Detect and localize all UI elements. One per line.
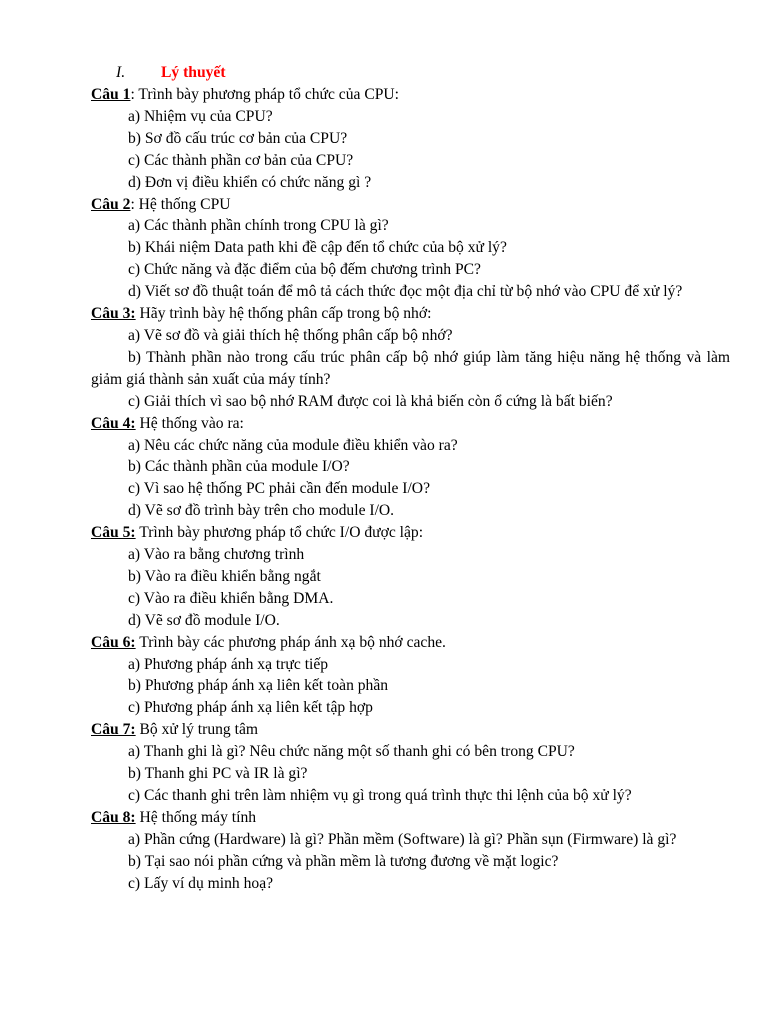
question-item: d) Vẽ sơ đồ module I/O. (128, 611, 280, 629)
question-heading (91, 413, 730, 435)
question-item: c) Các thanh ghi trên làm nhiệm vụ gì trong quá trình thực thi lệnh của bộ xử lý? (128, 787, 632, 804)
question-item: b) Khái niệm Data path khi đề cập đến tổ chức của bộ xử lý? (128, 239, 507, 257)
question-text: Trình bày phương pháp tổ chức I/O được lập: (139, 524, 424, 542)
question-text: Bộ xử lý trung tâm (139, 721, 258, 739)
question-text: Trình bày các phương pháp ánh xạ bộ nhớ cache. (139, 633, 446, 651)
question-heading (91, 303, 730, 325)
question-label: Câu 4: (91, 414, 136, 432)
question-item: c) Phương pháp ánh xạ liên kết tập hợp (128, 699, 373, 717)
question-label: Câu 1 (91, 86, 131, 103)
question-text: Hãy trình bày hệ thống phân cấp trong bộ nhớ: (139, 305, 432, 323)
question-item: a) Phần cứng (Hardware) là gì? Phần mềm (Software) là gì? Phần sụn (Firmware) là gì? (128, 830, 677, 848)
question-heading (91, 719, 730, 741)
section-title: Lý thuyết (161, 64, 226, 81)
question-item: d) Vẽ sơ đồ trình bày trên cho module I/O. (128, 502, 395, 520)
question-heading (91, 632, 730, 654)
question-item: a) Vào ra bằng chương trình (128, 546, 305, 564)
question-item: a) Vẽ sơ đồ và giải thích hệ thống phân cấp bộ nhớ? (128, 326, 453, 344)
question-item: c) Vào ra điều khiển bằng DMA. (128, 589, 334, 607)
question-item: c) Giải thích vì sao bộ nhớ RAM được coi là khả biến còn ổ cứng là bất biến? (128, 392, 613, 410)
question-item: a) Nêu các chức năng của module điều khiển vào ra? (128, 436, 458, 454)
question-item: d) Đơn vị điều khiển có chức năng gì ? (128, 173, 372, 191)
question-heading (91, 84, 730, 106)
question-separator: : (130, 195, 139, 213)
question-text: Hệ thống vào ra: (139, 414, 244, 432)
question-label: Câu 8: (91, 808, 136, 826)
question-item: c) Chức năng và đặc điểm của bộ đếm chương trình PC? (128, 261, 481, 279)
question-item: c) Lấy ví dụ minh hoạ? (128, 874, 274, 892)
question-label: Câu 6: (91, 633, 136, 651)
question-label: Câu 2 (91, 195, 131, 213)
question-item: a) Phương pháp ánh xạ trực tiếp (128, 655, 329, 673)
question-item: b) Vào ra điều khiển bằng ngắt (128, 567, 321, 585)
question-item: b) Tại sao nói phần cứng và phần mềm là tương đương về mặt logic? (128, 852, 559, 870)
question-item: a) Thanh ghi là gì? Nêu chức năng một số thanh ghi có bên trong CPU? (128, 743, 575, 761)
question-heading (91, 194, 730, 216)
question-label: Câu 5: (91, 524, 136, 542)
section-heading (116, 62, 226, 84)
question-item: b) Các thành phần của module I/O? (128, 458, 350, 476)
question-separator: : (130, 86, 139, 103)
question-item: b) Thanh ghi PC và IR là gì? (128, 765, 308, 783)
question-heading (91, 522, 730, 544)
question-item: d) Viết sơ đồ thuật toán để mô tả cách thức đọc một địa chỉ từ bộ nhớ vào CPU để xử lý? (128, 283, 683, 301)
question-text: Hệ thống CPU (138, 195, 231, 213)
section-number: I. (116, 64, 126, 81)
question-heading (91, 807, 730, 829)
question-label: Câu 7: (91, 721, 136, 739)
question-text: Trình bày phương pháp tổ chức của CPU: (138, 86, 400, 103)
question-label: Câu 3: (91, 305, 136, 323)
question-item: c) Các thành phần cơ bản của CPU? (128, 151, 354, 169)
question-item: b) Thành phần nào trong cấu trúc phân cấp bộ nhớ giúp làm tăng hiệu năng hệ thống và làm giảm giá thành sản xuất của máy tính? (91, 348, 730, 388)
question-item: a) Nhiệm vụ của CPU? (128, 107, 273, 125)
question-item: b) Sơ đồ cấu trúc cơ bản của CPU? (128, 129, 348, 147)
question-item: a) Các thành phần chính trong CPU là gì? (128, 217, 389, 235)
question-item: b) Phương pháp ánh xạ liên kết toàn phần (128, 677, 389, 695)
question-text: Hệ thống máy tính (139, 808, 257, 826)
question-item: c) Vì sao hệ thống PC phải cần đến module I/O? (128, 480, 430, 498)
question-list (91, 84, 730, 895)
